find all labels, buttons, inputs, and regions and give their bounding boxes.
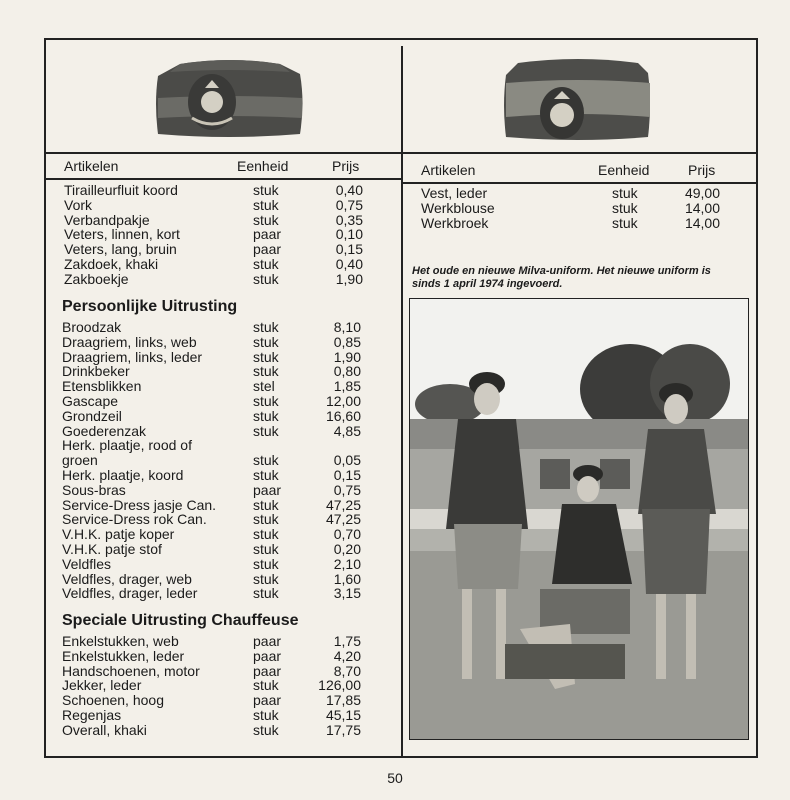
item-name: Goederenzak: [62, 422, 147, 439]
item-row: [62, 350, 364, 365]
item-row: [62, 649, 364, 664]
item-price: 0,20: [333, 540, 361, 557]
right-header-underline: [403, 182, 758, 184]
item-unit: paar: [253, 633, 282, 649]
item-row: [62, 664, 364, 679]
item-row: [62, 335, 364, 350]
page-number: 50: [387, 770, 403, 786]
header-rule: [44, 152, 758, 154]
item-unit: stuk: [253, 211, 279, 228]
item-name: Service-Dress rok Can.: [62, 511, 207, 528]
item-unit: stuk: [253, 555, 279, 572]
item-unit: stuk: [253, 196, 279, 213]
item-unit: paar: [253, 241, 282, 258]
item-unit: stuk: [612, 214, 638, 231]
item-name: Grondzeil: [62, 407, 122, 424]
item-name: Enkelstukken, web: [62, 633, 179, 649]
item-unit: stuk: [253, 706, 279, 723]
item-unit: stuk: [253, 585, 279, 602]
item-unit: stuk: [253, 721, 279, 738]
item-name: Regenjas: [62, 706, 122, 723]
item-unit: stuk: [612, 199, 638, 216]
photo-caption: Het oude en nieuwe Milva-uniform. Het nieuwe uniform is sinds 1 april 1974 ingevoerd.: [412, 265, 711, 290]
item-unit: stuk: [253, 348, 279, 365]
item-name: Veldfles, drager, leder: [62, 585, 198, 602]
item-unit: stuk: [253, 182, 279, 198]
item-row: [62, 512, 364, 527]
item-name: V.H.K. patje stof: [62, 540, 162, 557]
item-unit: stuk: [253, 540, 279, 557]
item-price: 14,00: [684, 199, 720, 216]
item-name: Jekker, leder: [62, 677, 142, 694]
item-price: 0,80: [333, 363, 361, 380]
item-name: Gascape: [62, 392, 119, 409]
old-cap-image: [150, 58, 310, 138]
item-row: [62, 453, 364, 468]
item-unit: stuk: [253, 422, 279, 439]
item-row: [62, 708, 364, 723]
right-header-article: Artikelen: [421, 162, 476, 178]
item-row: [62, 572, 364, 587]
item-price: 8,10: [333, 319, 361, 335]
item-name: Veldfles: [62, 555, 112, 572]
item-price: 17,75: [325, 721, 361, 738]
item-price: 47,25: [325, 496, 361, 513]
item-name: Veters, lang, bruin: [64, 241, 177, 258]
item-row: [62, 438, 364, 453]
item-price: 0,75: [335, 196, 363, 213]
item-price: 45,15: [325, 706, 361, 723]
item-unit: stuk: [253, 363, 279, 380]
item-price: 14,00: [684, 214, 720, 231]
item-row: [62, 723, 364, 738]
item-unit: stuk: [253, 570, 279, 587]
item-price: 0,70: [333, 526, 361, 543]
item-unit: stuk: [253, 255, 279, 272]
item-name: Herk. plaatje, koord: [62, 466, 184, 483]
item-unit: paar: [253, 481, 282, 498]
item-row: [62, 409, 364, 424]
left-header-underline: [44, 178, 401, 180]
item-unit: stuk: [612, 185, 638, 201]
left-header-unit: Eenheid: [237, 158, 289, 174]
item-price: 1,75: [333, 633, 361, 649]
item-price: 0,05: [333, 452, 361, 469]
item-price: 16,60: [325, 407, 361, 424]
item-unit: paar: [253, 647, 282, 664]
item-unit: stuk: [253, 319, 279, 335]
item-unit: stuk: [253, 511, 279, 528]
item-price: 0,40: [335, 182, 363, 198]
item-unit: paar: [253, 226, 282, 243]
item-row: [62, 527, 364, 542]
item-name: Service-Dress jasje Can.: [62, 496, 217, 513]
item-price: 0,15: [333, 466, 361, 483]
item-unit: stuk: [253, 270, 279, 287]
item-row: [62, 498, 364, 513]
item-price: 4,85: [333, 422, 361, 439]
left-header-price: Prijs: [332, 158, 360, 174]
right-item-list: [421, 186, 721, 230]
item-price: 3,15: [333, 585, 361, 602]
item-row: [62, 364, 364, 379]
item-price: 1,90: [335, 270, 363, 287]
milva-uniform-photo: [409, 298, 749, 740]
item-unit: stuk: [253, 496, 279, 513]
item-price: 8,70: [333, 662, 361, 679]
item-row: [62, 394, 364, 409]
item-name: Zakdoek, khaki: [64, 255, 159, 272]
item-row: [64, 198, 364, 213]
item-price: 0,35: [335, 211, 363, 228]
item-unit: paar: [253, 662, 282, 679]
new-cap-image: [498, 55, 658, 145]
persoonlijke-item-list: [62, 320, 364, 601]
item-price: 2,10: [333, 555, 361, 572]
item-row: [62, 557, 364, 572]
item-row: [62, 586, 364, 601]
item-row: [62, 320, 364, 335]
item-price: 0,85: [333, 333, 361, 350]
item-row: [62, 678, 364, 693]
item-price: 1,60: [333, 570, 361, 587]
item-row: [62, 634, 364, 649]
item-row: [64, 272, 364, 287]
item-name: groen: [62, 452, 98, 469]
item-name: Enkelstukken, leder: [62, 647, 185, 664]
item-name: Draagriem, links, web: [62, 333, 197, 350]
item-name: Etensblikken: [62, 378, 142, 395]
item-name: Drinkbeker: [62, 363, 130, 380]
item-row: [64, 257, 364, 272]
item-price: 1,85: [333, 378, 361, 395]
item-row: [64, 213, 364, 228]
item-price: 49,00: [684, 185, 720, 201]
item-price: 4,20: [333, 647, 361, 664]
item-name: Zakboekje: [64, 270, 129, 287]
right-header-price: Prijs: [688, 162, 716, 178]
item-row: [421, 201, 721, 216]
item-price: 0,15: [335, 241, 363, 258]
item-row: [64, 227, 364, 242]
item-price: 1,90: [333, 348, 361, 365]
item-row: [62, 693, 364, 708]
item-row: [62, 468, 364, 483]
item-unit: stuk: [253, 392, 279, 409]
item-row: [64, 242, 364, 257]
section-title-chauffeuse: Speciale Uitrusting Chauffeuse: [62, 612, 299, 629]
item-name: Draagriem, links, leder: [62, 348, 203, 365]
item-name: Sous-bras: [62, 481, 126, 498]
item-name: Overall, khaki: [62, 721, 147, 738]
item-name: Veters, linnen, kort: [64, 226, 180, 243]
item-price: 12,00: [325, 392, 361, 409]
item-name: Handschoenen, motor: [62, 662, 200, 679]
item-row: [62, 379, 364, 394]
item-row: [64, 183, 364, 198]
item-unit: stuk: [253, 677, 279, 694]
item-row: [62, 542, 364, 557]
item-unit: stel: [253, 378, 275, 395]
item-price: 0,10: [335, 226, 363, 243]
item-name: V.H.K. patje koper: [62, 526, 175, 543]
item-price: 47,25: [325, 511, 361, 528]
item-unit: stuk: [253, 466, 279, 483]
item-name: Vork: [64, 196, 93, 213]
item-name: Werkblouse: [421, 199, 495, 216]
chauffeuse-item-list: [62, 634, 364, 738]
item-name: Schoenen, hoog: [62, 692, 164, 709]
section-title-persoonlijke: Persoonlijke Uitrusting: [62, 298, 238, 315]
item-name: Broodzak: [62, 319, 122, 335]
item-price: 0,40: [335, 255, 363, 272]
item-name: Herk. plaatje, rood of: [62, 437, 192, 454]
item-row: [62, 424, 364, 439]
item-row: [421, 216, 721, 231]
item-unit: stuk: [253, 526, 279, 543]
item-name: Veldfles, drager, web: [62, 570, 192, 587]
item-price: 17,85: [325, 692, 361, 709]
item-price: 126,00: [318, 677, 361, 694]
item-row: [62, 483, 364, 498]
item-unit: stuk: [253, 452, 279, 469]
left-item-list: [64, 183, 364, 287]
item-unit: paar: [253, 692, 282, 709]
item-price: 0,75: [333, 481, 361, 498]
item-name: Vest, leder: [421, 185, 488, 201]
item-unit: stuk: [253, 333, 279, 350]
item-name: Verbandpakje: [64, 211, 150, 228]
item-row: [421, 186, 721, 201]
item-name: Tirailleurfluit koord: [64, 182, 178, 198]
item-name: Werkbroek: [421, 214, 489, 231]
right-header-unit: Eenheid: [598, 162, 650, 178]
item-unit: stuk: [253, 407, 279, 424]
left-header-article: Artikelen: [64, 158, 119, 174]
